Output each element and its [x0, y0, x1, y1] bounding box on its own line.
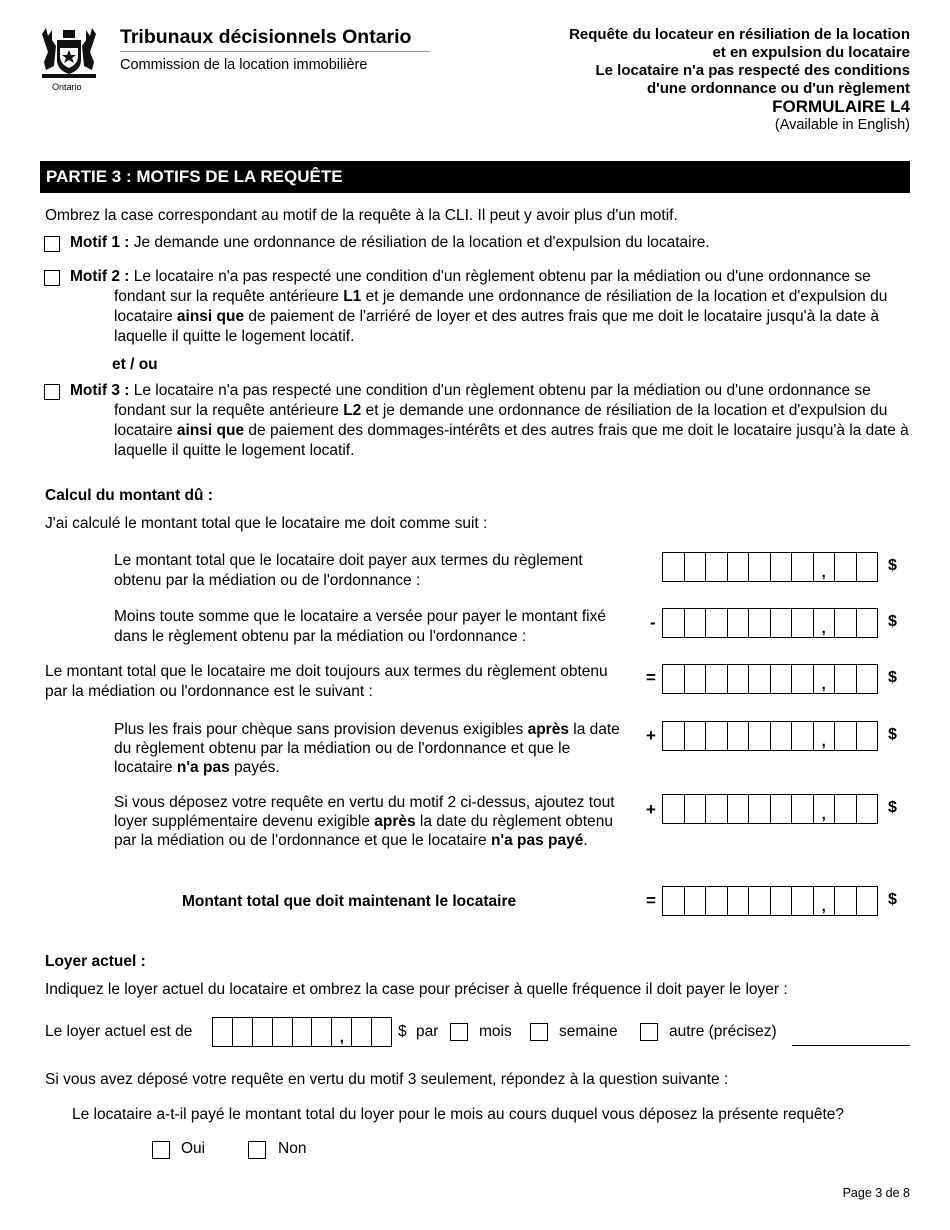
other-checkbox[interactable] [640, 1023, 658, 1041]
form-id: FORMULAIRE L4 [772, 97, 910, 116]
motif-2-text-a: Le locataire n'a pas respecté une condition d'un règlement obtenu par la médiation ou d'une ordonnance se fondant sur la requête antérieure [114, 268, 871, 305]
row-5-text-a: Si vous déposez votre requête en vertu du motif 2 ci-dessus, ajoutez tout loyer supplémentaire devenu exigible [114, 794, 615, 830]
logo-caption: Ontario [52, 82, 82, 92]
other-specify-line[interactable] [792, 1045, 910, 1046]
motif-3-text-a: Le locataire n'a pas respecté une condition d'un règlement obtenu par la médiation ou d'une ordonnance se fondant sur la requête antérieure [114, 382, 871, 419]
row-4-text-c: la date du règlement obtenu par la médiation ou de l'ordonnance et que le locataire [114, 721, 620, 776]
org-name: Tribunaux décisionnels Ontario [120, 26, 412, 48]
motif-2-text-c: de paiement de l'arriéré de loyer et des autres frais que me doit le locataire jusqu'à la date à laquelle il quitte le logement locatif. [114, 308, 879, 345]
form-title-line: Le locataire n'a pas respecté des conditions [595, 62, 910, 79]
currency-symbol: $ [888, 613, 897, 630]
row-5-emph-after: après [374, 813, 416, 830]
motif-3-ref: L2 [343, 402, 362, 419]
motif-3-text-b: et je demande une ordonnance de résiliation de la location et d'expulsion du locataire [114, 402, 888, 439]
calc-row-1-label: Le montant total que le locataire doit payer aux termes du règlement obtenu par la médiation ou de l'ordonnance : [114, 552, 583, 589]
calc-total-label: Montant total que doit maintenant le locataire [182, 893, 517, 910]
equals-sign: = [646, 668, 656, 687]
calc-row-4-amount-field[interactable] [662, 721, 878, 751]
form-title-line: d'une ordonnance ou d'un règlement [647, 80, 910, 97]
form-title-line: Requête du locateur en résiliation de la location [569, 26, 910, 43]
motif-1-text: Je demande une ordonnance de résiliation de la location et d'expulsion du locataire. [133, 234, 710, 251]
board-name: Commission de la location immobilière [120, 57, 368, 73]
equals-sign: = [646, 891, 656, 910]
section-intro: Ombrez la case correspondant au motif de la requête à la CLI. Il peut y avoir plus d'un motif. [45, 207, 678, 224]
form-title-block [470, 26, 910, 134]
form-title-line: et en expulsion du locataire [712, 44, 910, 61]
row-4-emph-not: n'a pas [176, 759, 230, 776]
motif-3-label: Motif 3 : [70, 382, 130, 399]
header-divider [120, 51, 430, 52]
rent-amount-field[interactable] [212, 1017, 392, 1047]
calc-row-1-amount-field[interactable] [662, 552, 878, 582]
row-4-emph-after: après [527, 721, 569, 738]
currency-symbol: $ [888, 557, 897, 574]
calc-heading: Calcul du montant dû : [45, 487, 213, 504]
no-label: Non [278, 1140, 307, 1157]
row-4-text-a: Plus les frais pour chèque sans provision devenus exigibles [114, 721, 524, 738]
motif-2-checkbox[interactable] [44, 270, 60, 286]
yes-label: Oui [181, 1140, 206, 1157]
question-condition: Si vous avez déposé votre requête en vertu du motif 3 seulement, répondez à la question suivante : [45, 1071, 729, 1088]
calc-row-5-amount-field[interactable] [662, 794, 878, 824]
calc-intro: J'ai calculé le montant total que le locataire me doit comme suit : [45, 515, 488, 532]
calc-row-4-label [114, 720, 624, 777]
ontario-coat-of-arms-logo [36, 26, 102, 92]
calc-row-3-amount-field[interactable] [662, 664, 878, 694]
decimal-comma: , [814, 553, 836, 581]
rent-heading: Loyer actuel : [45, 953, 146, 970]
decimal-comma: , [814, 722, 836, 750]
decimal-comma: , [814, 795, 836, 823]
available-in-english: (Available in English) [774, 117, 910, 133]
motif-3-text-c: de paiement des dommages-intérêts et des autres frais que me doit le locataire jusqu'à la date à laquelle il quitte le logement locatif. [114, 422, 909, 459]
motif-2-ref: L1 [343, 288, 362, 305]
month-checkbox[interactable] [450, 1023, 468, 1041]
currency-symbol: $ [888, 891, 897, 908]
motif-2-label: Motif 2 : [70, 268, 130, 285]
motif-1-checkbox[interactable] [44, 236, 60, 252]
decimal-comma: , [332, 1018, 352, 1046]
plus-sign: + [646, 800, 656, 819]
currency-symbol: $ [888, 726, 897, 743]
plus-sign: + [646, 726, 656, 745]
calc-row-5-label [114, 793, 624, 850]
rent-instruction: Indiquez le loyer actuel du locataire et ombrez la case pour préciser à quelle fréquence il doit payer le loyer : [45, 981, 788, 998]
question-text: Le locataire a-t-il payé le montant total du loyer pour le mois au cours duquel vous déposez la présente requête? [72, 1106, 845, 1123]
no-checkbox[interactable] [248, 1141, 266, 1159]
and-or-label: et / ou [112, 356, 158, 373]
row-5-emph-not-paid: n'a pas payé [490, 832, 584, 849]
page-number: Page 3 de 8 [842, 1186, 910, 1200]
currency-symbol: $ [888, 799, 897, 816]
calc-row-2-label: Moins toute somme que le locataire a versée pour payer le montant fixé dans le règlement obtenu par la médiation ou l'ordonnance : [114, 608, 606, 645]
decimal-comma: , [814, 665, 836, 693]
calc-row-3-label: Le montant total que le locataire me doit toujours aux termes du règlement obtenu par la médiation ou l'ordonnance est le suivant : [45, 663, 608, 700]
motif-1-label: Motif 1 : [70, 234, 130, 251]
motif-3-checkbox[interactable] [44, 384, 60, 400]
yes-checkbox[interactable] [152, 1141, 170, 1159]
motif-3 [70, 381, 910, 461]
decimal-comma: , [814, 609, 836, 637]
week-checkbox[interactable] [530, 1023, 548, 1041]
motif-3-emph: ainsi que [176, 422, 245, 439]
decimal-comma: , [814, 887, 836, 915]
row-5-text-c: la date du règlement obtenu par la médiation ou de l'ordonnance et que le locataire [114, 813, 613, 849]
row-4-text-e: payés. [234, 759, 280, 776]
other-label: autre (précisez) [669, 1023, 777, 1040]
row-5-text-e: . [583, 832, 588, 849]
motif-1 [70, 233, 910, 253]
calc-row-2-amount-field[interactable] [662, 608, 878, 638]
minus-sign: - [650, 613, 656, 632]
motif-2-emph: ainsi que [176, 308, 245, 325]
calc-total-amount-field[interactable] [662, 886, 878, 916]
rent-label: Le loyer actuel est de [45, 1023, 193, 1040]
week-label: semaine [559, 1023, 618, 1040]
motif-2-text-b: et je demande une ordonnance de résiliation de la location et d'expulsion du locataire [114, 288, 888, 325]
currency-symbol: $ [888, 669, 897, 686]
rent-per: par [416, 1023, 439, 1040]
rent-currency: $ [398, 1023, 407, 1040]
section-title-bar: PARTIE 3 : MOTIFS DE LA REQUÊTE [40, 161, 910, 193]
month-label: mois [479, 1023, 512, 1040]
motif-2 [70, 267, 910, 347]
